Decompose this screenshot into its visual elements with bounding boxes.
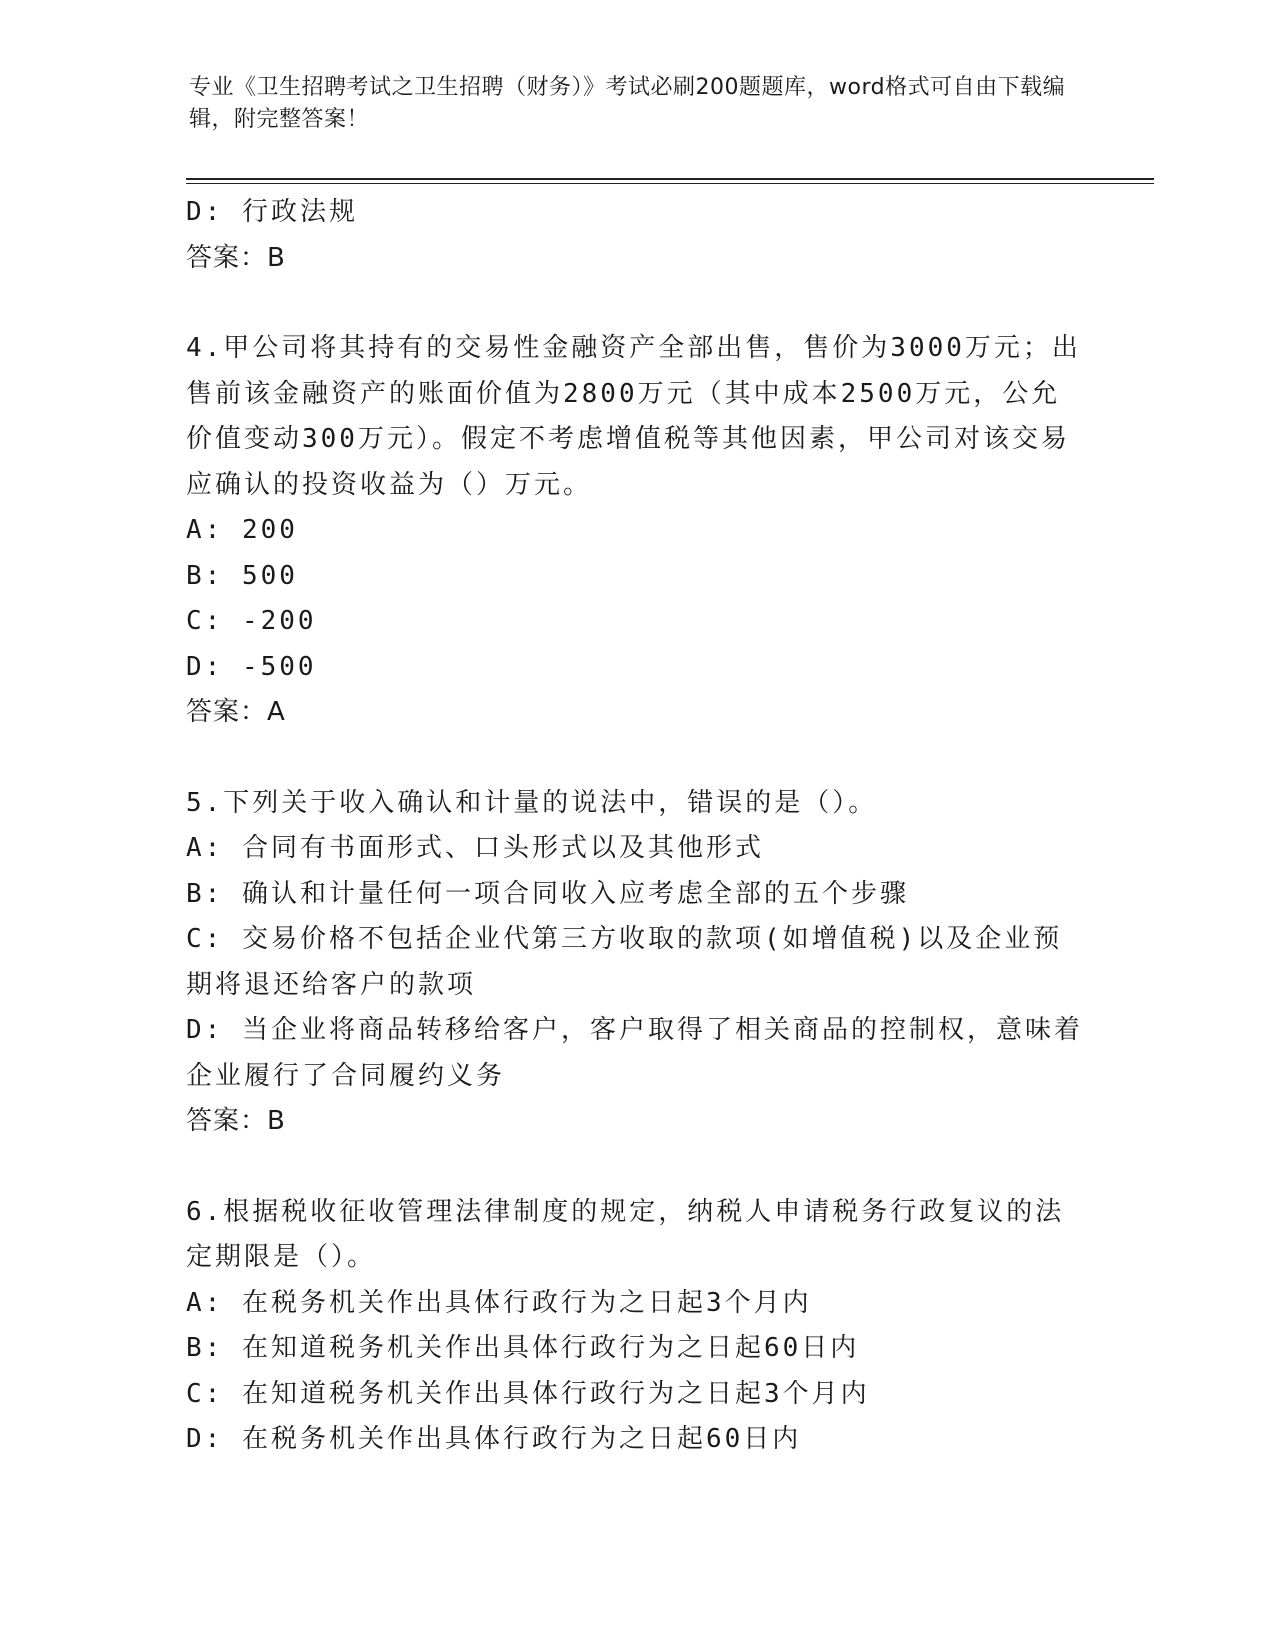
option-c: C: 交易价格不包括企业代第三方收取的款项(如增值税)以及企业预期将退还给客户的款项 [186, 924, 1063, 1000]
header-rule-thick [186, 178, 1154, 180]
question-content [186, 190, 1086, 1463]
header-rule-thin [186, 183, 1154, 184]
prev-answer: 答案：B [186, 242, 286, 273]
spacer [186, 1145, 1086, 1190]
option-d: D: -500 [186, 651, 317, 682]
option-b: B: 在知道税务机关作出具体行政行为之日起60日内 [186, 1333, 860, 1363]
option-c: C: 在知道税务机关作出具体行政行为之日起3个月内 [186, 1378, 870, 1409]
option-a: A: 200 [186, 515, 298, 545]
option-a: A: 合同有书面形式、口头形式以及其他形式 [186, 833, 764, 863]
question-4 [186, 326, 1086, 736]
question-5 [186, 781, 1086, 1145]
option-b: B: 确认和计量任何一项合同收入应考虑全部的五个步骤 [186, 878, 909, 909]
option-c: C: -200 [186, 606, 317, 636]
spacer [186, 281, 1086, 326]
option-d: D: 在税务机关作出具体行政行为之日起60日内 [186, 1424, 802, 1454]
answer: 答案：B [186, 1106, 286, 1136]
question-stem: 4.甲公司将其持有的交易性金融资产全部出售，售价为3000万元；出售前该金融资产的账面价值为2800万元（其中成本2500万元，公允价值变动300万元）。假定不考虑增值税等其他因素，甲公司对该交易应确认的投资收益为（）万元。 [186, 333, 1081, 500]
option-d: D: 当企业将商品转移给客户，客户取得了相关商品的控制权，意味着企业履行了合同履约义务 [186, 1015, 1083, 1091]
question-6 [186, 1190, 1086, 1463]
spacer [186, 736, 1086, 781]
answer: 答案：A [186, 697, 286, 727]
prev-option-d: D: 行政法规 [186, 197, 358, 227]
option-b: B: 500 [186, 560, 298, 591]
question-stem: 5.下列关于收入确认和计量的说法中，错误的是（）。 [186, 787, 878, 818]
document-header: 专业《卫生招聘考试之卫生招聘（财务）》考试必刷200题题库，word格式可自由下载编辑，附完整答案！ [189, 75, 1066, 132]
question-stem: 6.根据税收征收管理法律制度的规定，纳税人申请税务行政复议的法定期限是（）。 [186, 1196, 1065, 1272]
option-a: A: 在税务机关作出具体行政行为之日起3个月内 [186, 1287, 812, 1318]
